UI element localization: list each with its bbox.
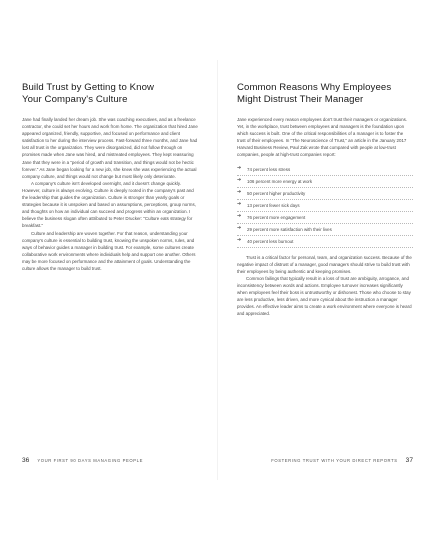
arrow-right-icon: ➔ xyxy=(237,225,242,232)
list-item: ➔ 13 percent fewer sick days xyxy=(237,200,413,212)
arrow-right-icon: ➔ xyxy=(237,237,242,244)
arrow-right-icon: ➔ xyxy=(237,165,242,172)
statistics-list xyxy=(237,164,413,248)
left-paragraph-2: A company's culture isn't developed overnight, and it doesn't change quickly. However, culture is always evolving. Culture is deeply rooted in the company's past and the leadership that guides the organization. Culture is stronger than yearly goals or strategies because it is unspoken and based on assumptions, perceptions, group norms, and thoughts on how an individual can succeed and progress within an organization. I believe the business slogan often attributed to Peter Drucker: "Culture eats strategy for breakfast." xyxy=(22,180,196,229)
left-title-line-1: Build Trust by Getting to Know xyxy=(22,82,155,93)
right-paragraph-2: Common failings that typically result in a loss of trust are ambiguity, arrogance, and inconsistency between words and actions. Employee turnover increases significantly when employees feel their boss is untrustworthy or dishonest. Those who choose to stay are less productive, less driven, and more cynical about the instruction a manager provides. An effective leader aims to create a work environment where everyone is heard and appreciated. xyxy=(237,275,412,317)
left-paragraph-1: Jane had finally landed her dream job. She was coaching executives, and as a freelance contractor, she could set her hours and work from home. The organization that hired Jane appeared organized, friendly, supportive, and focused on performance and client satisfaction to her during the interview process. Fast-forward three months, and Jane had lost all trust in the organization. They were disorganized, did not follow through on promises made when Jane was hired, and mistreated employees. They kept reassuring Jane that they were in a "period of growth and transition, and things would not be hectic forever." As Jane began looking for a new job, she knew she was experiencing the actual company culture, and things would not change but most likely only deteriorate. xyxy=(22,117,198,179)
left-page-number: 36 xyxy=(22,457,30,464)
left-title-line-2: Your Company's Culture xyxy=(22,94,128,105)
right-footer xyxy=(271,457,413,464)
left-running-head: YOUR FIRST 90 DAYS MANAGING PEOPLE xyxy=(37,458,143,463)
arrow-right-icon: ➔ xyxy=(237,189,242,196)
right-paragraph-1: Trust is a critical factor for personal, team, and organization success. Because of the negative impact of distrust of a manager, good managers should strive to build trust with their employees by being authentic and keeping promises. xyxy=(237,254,412,274)
arrow-right-icon: ➔ xyxy=(237,201,242,208)
left-footer xyxy=(22,457,143,464)
list-item: ➔ 29 percent more satisfaction with their lives xyxy=(237,224,413,236)
right-title-line-2: Might Distrust Their Manager xyxy=(237,94,364,105)
right-page-number: 37 xyxy=(405,457,413,464)
right-title-line-1: Common Reasons Why Employees xyxy=(237,82,392,93)
list-item: ➔ 106 percent more energy at work xyxy=(237,176,413,188)
right-running-head: FOSTERING TRUST WITH YOUR DIRECT REPORTS xyxy=(271,458,398,463)
right-page xyxy=(237,82,413,317)
list-item: ➔ 76 percent more engagement xyxy=(237,212,413,224)
left-page xyxy=(22,82,198,272)
arrow-right-icon: ➔ xyxy=(237,213,242,220)
arrow-right-icon: ➔ xyxy=(237,177,242,184)
list-item: ➔ 50 percent higher productivity xyxy=(237,188,413,200)
right-section-title xyxy=(237,82,413,106)
right-intro-paragraph: Jane experienced every reason employees don't trust their managers or organizations. Yet, in the workplace, trust between employees and managers is the foundation upon which success is built. One of the critical responsibilities of a manager is to foster the trust of their employees. In "The Neuroscience of Trust," an article in the January 2017 Harvard Business Review, Paul Zak wrote that compared with people at low-trust companies, people at high-trust companies report: xyxy=(237,117,408,158)
list-item: ➔ 74 percent less stress xyxy=(237,164,413,176)
left-section-title xyxy=(22,82,198,106)
page-gutter xyxy=(217,60,218,480)
list-item: ➔ 40 percent less burnout xyxy=(237,236,413,248)
left-paragraph-3: Culture and leadership are woven together. For that reason, understanding your company's culture is essential to building trust, knowing the unspoken norms, rules, and ways of behavior guides a manager in building trust. For example, some cultures create collaborative work environments where individuals help and support one another. Others may be more focused on performance and the attainment of goals. Understanding the culture allows the manager to build trust. xyxy=(22,230,196,271)
